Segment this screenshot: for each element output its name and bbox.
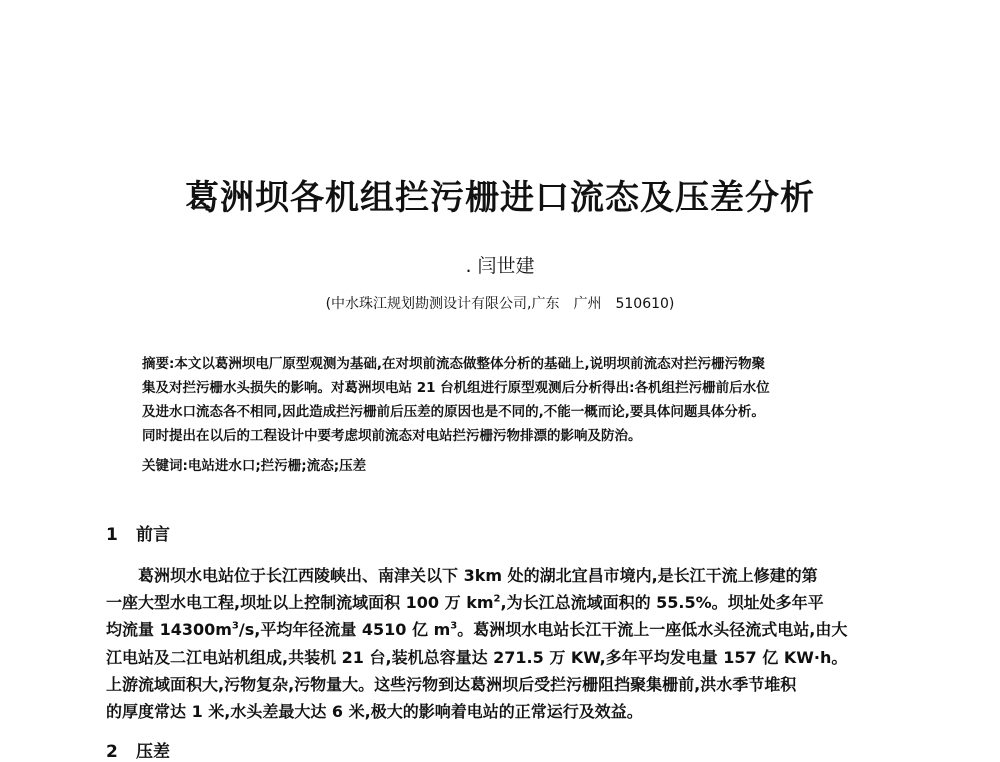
text-run: 均流量 14300m: [106, 620, 232, 640]
abstract-line: 集及对拦污栅水头损失的影响。对葛洲坝电站 21 台机组进行原型观测后分析得出:各机组拦污栅前后水位: [142, 380, 770, 396]
section-heading-pressure-difference: [106, 737, 170, 762]
paragraph-line: 江电站及二江电站机组成,共装机 21 台,装机总容量达 271.5 万 KW,多年平均发电量 157 亿 KW·h。: [106, 647, 848, 667]
section-title: 压差: [136, 742, 170, 762]
paragraph-line: [106, 616, 906, 643]
section-number: 2: [106, 742, 118, 762]
paragraph-line: [106, 589, 906, 616]
superscript: 3: [231, 621, 239, 633]
abstract: [142, 352, 882, 448]
author-affiliation: (中水珠江规划勘测设计有限公司,广东 广州 510610): [325, 296, 675, 312]
section-number: 1: [106, 525, 118, 545]
section-heading-introduction: [106, 520, 170, 545]
paragraph-line: 的厚度常达 1 米,水头差最大达 6 米,极大的影响着电站的正常运行及效益。: [106, 702, 643, 722]
abstract-line: 同时提出在以后的工程设计中要考虑坝前流态对电站拦污栅污物排漂的影响及防治。: [142, 428, 642, 444]
superscript: 2: [493, 593, 501, 605]
abstract-line: 及进水口流态各不相同,因此造成拦污栅前后压差的原因也是不同的,不能一概而论,要具体问题具体分析。: [142, 404, 765, 420]
intro-paragraph: [106, 562, 906, 725]
paragraph-line: 葛洲坝水电站位于长江西陵峡出、南津关以下 3km 处的湖北宜昌市境内,是长江干流上修建的第: [138, 566, 818, 585]
text-run: 。葛洲坝水电站长江干流上一座低水头径流式电站,由大: [457, 620, 848, 640]
paper-title: 葛洲坝各机组拦污栅进口流态及压差分析: [185, 178, 815, 218]
text-run: ,为长江总流域面积的 55.5%。坝址处多年平: [500, 593, 824, 613]
paragraph-line: 上游流域面积大,污物复杂,污物量大。这些污物到达葛洲坝后受拦污栅阻挡聚集栅前,洪水季节堆积: [106, 674, 797, 694]
abstract-line: 摘要:本文以葛洲坝电厂原型观测为基础,在对坝前流态做整体分析的基础上,说明坝前流态对拦污栅污物聚: [142, 356, 766, 372]
text-run: /s,平均年径流量 4510 亿 m: [238, 620, 451, 640]
text-run: 一座大型水电工程,坝址以上控制流域面积 100 万 km: [106, 593, 494, 613]
author-name: . 闫世建: [465, 255, 535, 277]
superscript: 3: [450, 621, 458, 633]
keywords: 关键词:电站进水口;拦污栅;流态;压差: [142, 458, 367, 474]
section-title: 前言: [136, 525, 170, 545]
